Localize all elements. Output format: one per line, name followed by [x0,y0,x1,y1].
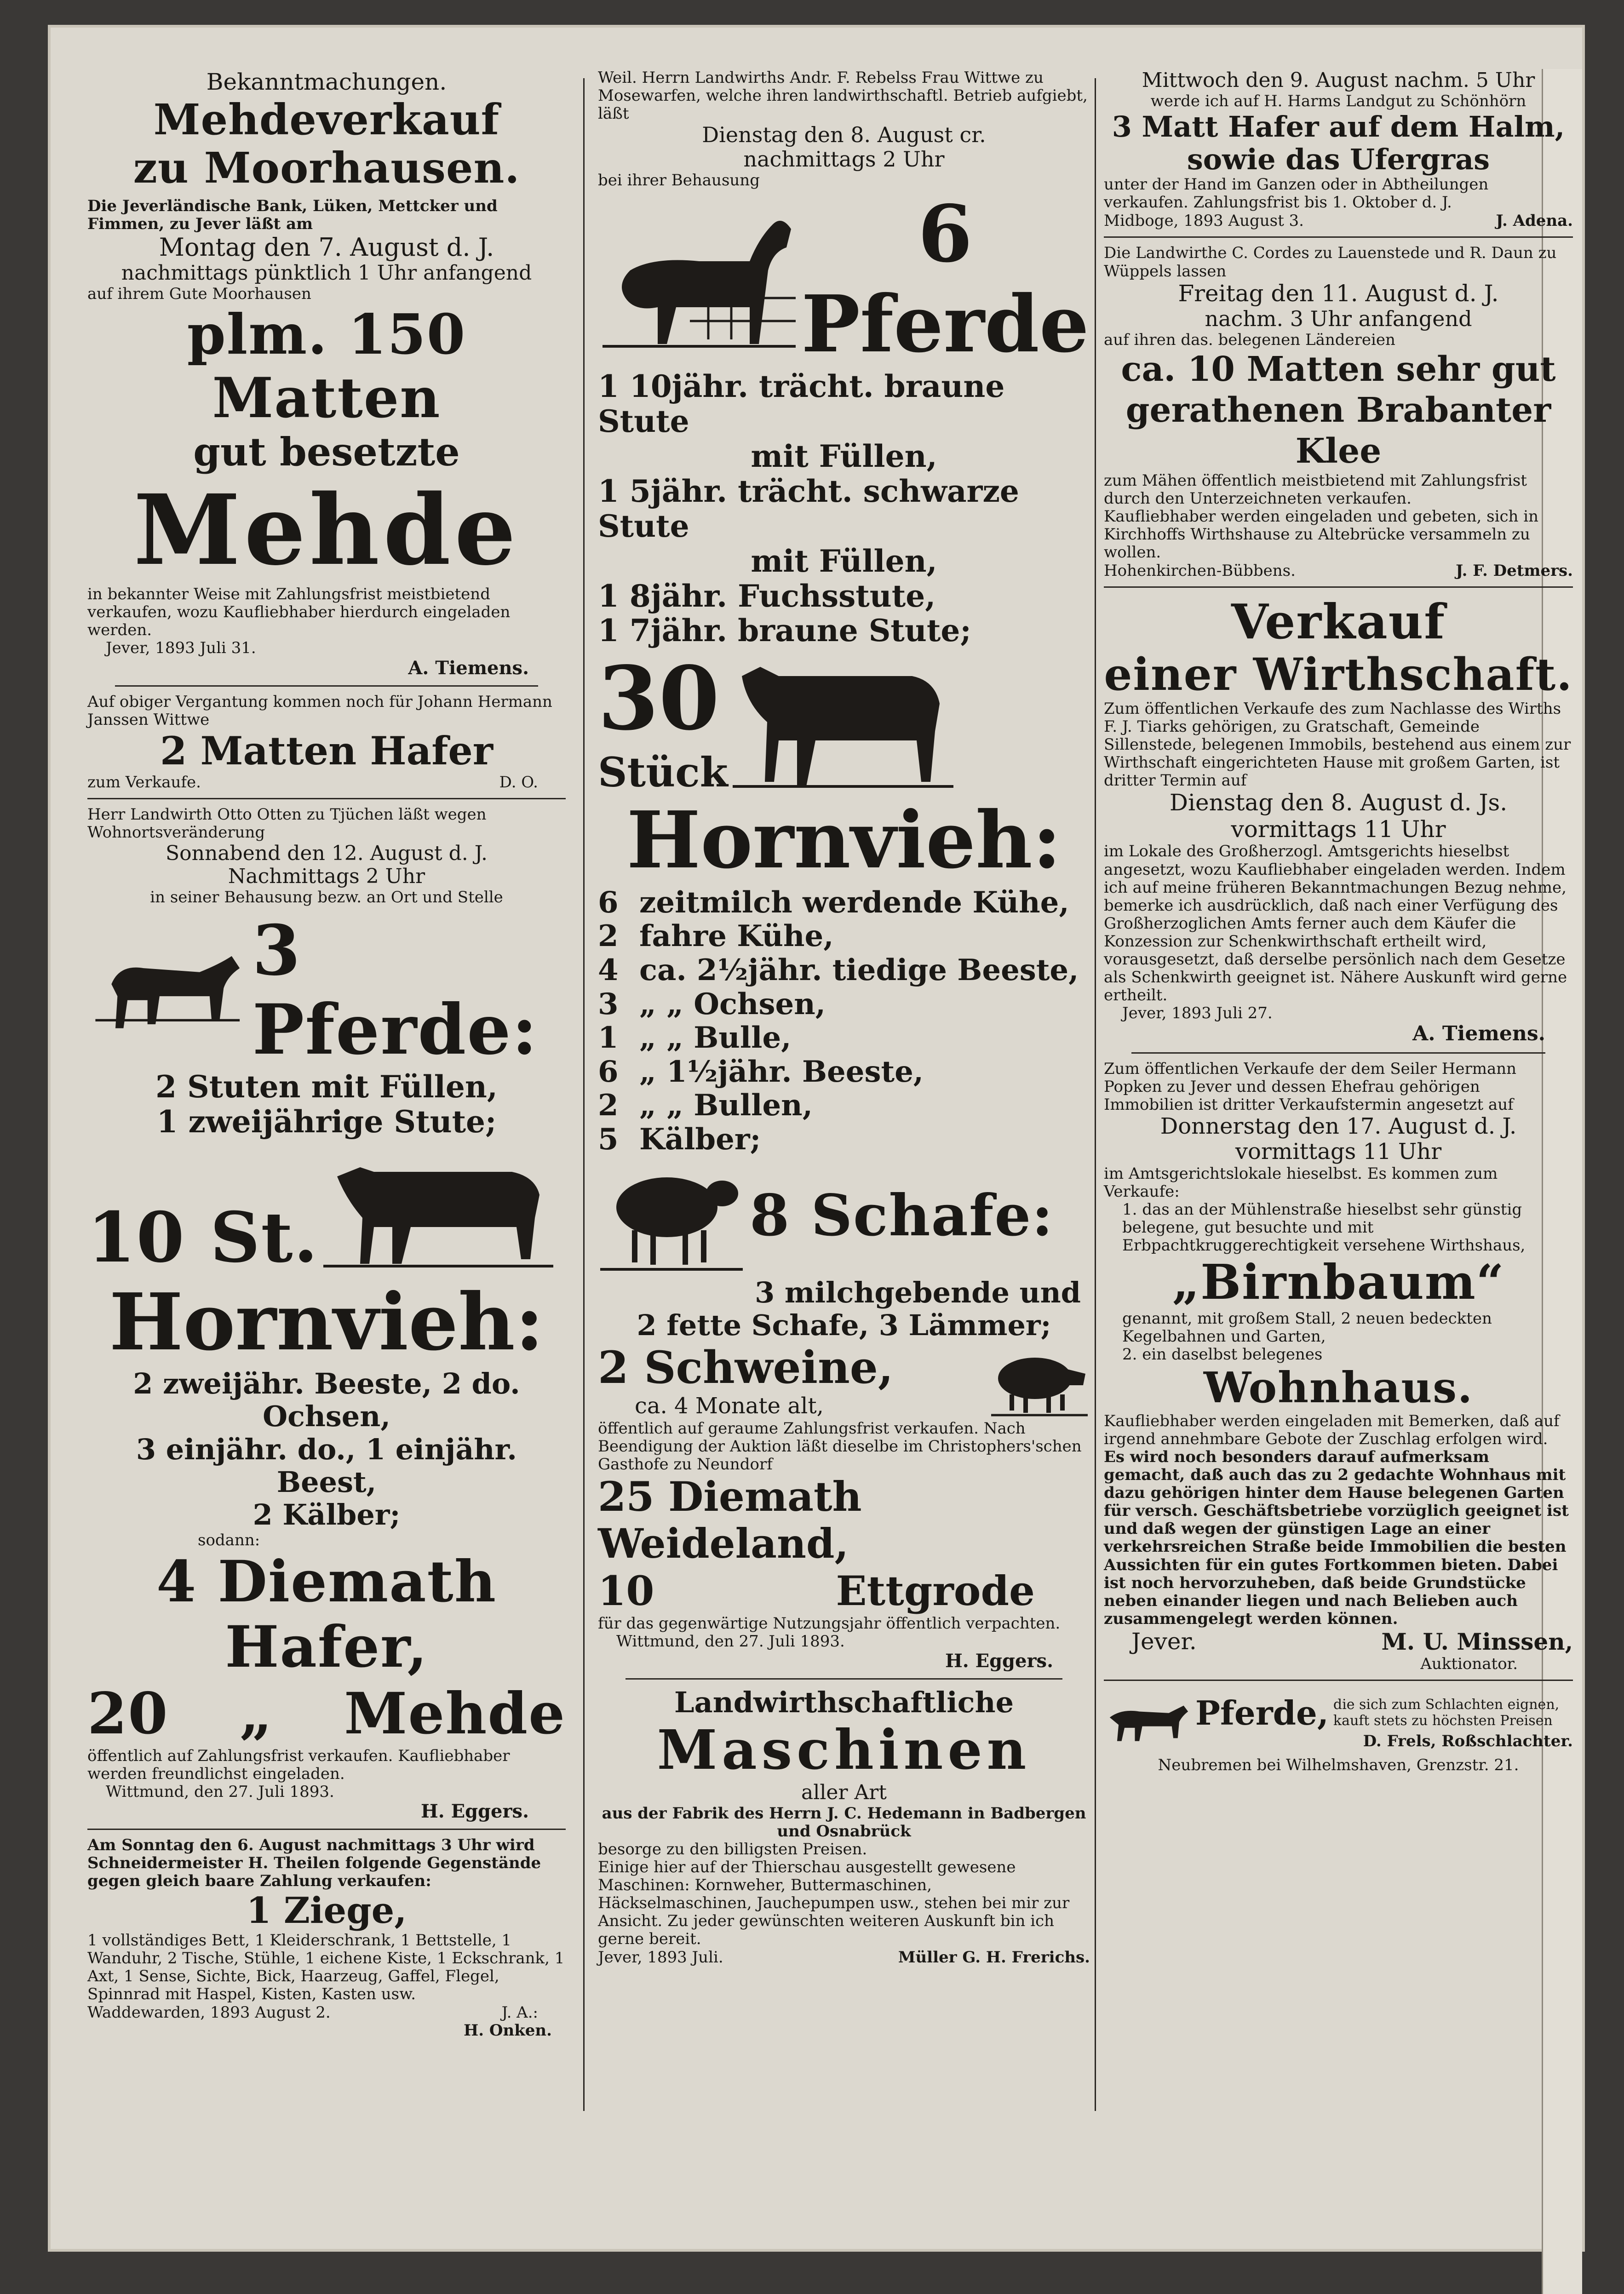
ditto-mark: „ [239,1680,273,1747]
horse-2a: 1 5jähr. trächt. schwarze Stute [598,473,1019,544]
adena-item-2: sowie das Ufergras [1187,142,1490,176]
list-item: 1 „ „ Bulle, [598,1021,792,1055]
pigs-block [598,1342,1090,1420]
stueck: Stück [598,748,728,796]
frels-address: Neubremen bei Wilhelmshaven, Grenzstr. 21. [1158,1756,1519,1774]
theilen-ia: J. A.: [501,2003,538,2022]
list-item: 4 ca. 2½jähr. tiedige Beeste, [598,952,1079,987]
column-rule-2 [1095,78,1096,2111]
horse-1b: mit Füllen, [751,438,937,474]
column-2 [598,69,1090,1967]
popken-dateline: Jever. [1131,1628,1197,1655]
addendum-sale: zum Verkaufe. [87,773,201,792]
goods-list: 1 vollständiges Bett, 1 Kleiderschrank, 1 Bettstelle, 1 Wanduhr, 2 Tische, Stühle, 1 eichene Kiste, 1 Eckschrank, 1 Axt, 1 Sense, Sichte, Bick, Haarzeug, Gaffel, Flegel, Spinnrad mit Haspel, Kisten, Kasten usw. [87,1931,565,2004]
otten-time: Nachmittags 2 Uhr [228,865,425,889]
oats-headline: 4 Diemath Hafer, [156,1548,497,1681]
cow-woodcut-icon [728,648,958,796]
otten-place: in seiner Behausung bezw. an Ort und Stelle [150,888,503,906]
horse-line-1: 2 Stuten mit Füllen, [155,1068,498,1105]
section-header: Bekanntmachungen. [206,69,447,95]
pig-woodcut-icon [989,1342,1090,1420]
rebels-time: nachmittags 2 Uhr [743,147,945,172]
ad-title-2: zu Moorhausen. [133,143,520,193]
addendum-sign: D. O. [499,773,538,792]
birnbaum-desc: genannt, mit großem Stall, 2 neuen bedeckten Kegelbahnen und Garten, [1122,1309,1492,1346]
otten-terms: öffentlich auf Zahlungsfrist verkaufen. Kaufliebhaber werden freundlichst eingeladen. [87,1746,510,1783]
machines-prices: besorge zu den billigsten Preisen. [598,1840,867,1858]
grass-row [598,1567,1090,1615]
cordes-dateline: Hohenkirchen-Bübbens. [1104,562,1296,580]
pigs-heading [598,1342,893,1419]
thirty-block [598,648,1090,796]
cordes-date: Freitag den 11. August d. J. [1178,280,1499,307]
rebels-dateline: Wittmund, den 27. Juli 1893. [616,1632,845,1651]
rebels-signature: H. Eggers. [945,1650,1053,1672]
frels-heading-row [1195,1693,1573,1732]
goat-headline: 1 Ziege, [246,1890,407,1932]
popken-date: Donnerstag den 17. August d. J. [1160,1113,1517,1140]
wirthschaft-title-1: Verkauf [1231,593,1446,650]
sheep-headline: 8 Schafe: [750,1182,1054,1250]
birnbaum-headline: „Birnbaum“ [1172,1254,1505,1311]
popken-bids: Kaufliebhaber werden eingeladen mit Bemerken, daß auf irgend annehmbare Gebote der Zuschlag erfolgen wird. [1104,1411,1560,1448]
sale-time: nachmittags pünktlich 1 Uhr anfangend [121,261,532,285]
sheep-block [598,1157,1090,1276]
horses-headline: Pferde [801,278,1089,370]
pigs-headline: 2 Schweine, [598,1342,894,1394]
machines-title-3: aller Art [801,1780,887,1804]
cordes-terms: zum Mähen öffentlich meistbietend mit Zahlungsfrist durch den Unterzeichneten verkaufen. [1104,471,1527,508]
cow-woodcut-icon [319,1140,558,1278]
frels-desc: die sich zum Schlachten eignen, kauft stets zu höchsten Preisen [1333,1697,1560,1729]
terms: in bekannter Weise mit Zahlungsfrist meistbietend verkaufen, wozu Kaufliebhaber hierdurch eingeladen werden. [87,585,511,640]
popken-intro: Zum öffentlichen Verkaufe der dem Seiler Hermann Popken zu Jever und dessen Ehefrau gehörigen Immobilien ist dritter Verkaufstermin angesetzt auf [1104,1059,1517,1114]
cattle-headline: Hornvieh: [626,794,1062,887]
cattle-line-2: 3 einjähr. do., 1 einjähr. Beest, [136,1432,517,1499]
dateline: Jever, 1893 Juli 31. [106,639,256,658]
list-item: 6 zeitmilch werdende Kühe, [598,885,1069,920]
list-item: 3 „ „ Ochsen, [598,986,826,1021]
popken-footer [1104,1628,1573,1655]
divider [1131,1052,1545,1054]
divider [87,798,566,799]
rebels-date: Dienstag den 8. August cr. [702,122,986,148]
lease-terms: für das gegenwärtige Nutzungsjahr öffentlich verpachten. [598,1614,1061,1633]
theilen-signature: H. Onken. [464,2021,552,2040]
quality: gut besetzte [193,429,460,475]
mehde-headline: Mehde [344,1680,566,1747]
otten-signature: H. Eggers. [420,1801,529,1823]
machines-desc: Einige hier auf der Thierschau ausgestellt gewesene Maschinen: Kornweher, Buttermaschinen, Häckselmaschinen, Jauchepumpen usw., stehen bei mir zur Ansicht. Zu jeder gewünschten weiteren Auskunft bin ich gerne bereit. [598,1858,1070,1949]
cordes-time: nachm. 3 Uhr anfangend [1205,306,1472,332]
mehde-qty: 20 [87,1680,169,1747]
six-horses-heading [800,189,1090,369]
adena-date: Mittwoch den 9. August nachm. 5 Uhr [1142,69,1535,92]
addendum-footer [87,773,566,791]
sheep-woodcut-icon [598,1157,745,1276]
cattle-qty: 10 St. [87,1197,319,1279]
divider [1104,236,1573,238]
horse-2b: mit Füllen, [751,543,937,579]
adena-item-1: 3 Matt Hafer auf dem Halm, [1112,109,1565,143]
list-item: 2 „ „ Bullen, [598,1088,813,1123]
wirthschaft-time: vormittags 11 Uhr [1231,815,1446,843]
cordes-invite: Kaufliebhaber werden eingeladen und gebeten, sich in Kirchhoffs Wirthshause zu Altebrücke versammeln zu wollen. [1104,507,1538,562]
adena-signature: J. Adena. [1496,212,1573,230]
otten-date: Sonnabend den 12. August d. J. [166,841,488,865]
ad-intro: Die Jeverländische Bank, Lüken, Mettcker und Fimmen, zu Jever läßt am [87,197,498,234]
cordes-item: ca. 10 Matten sehr gut gerathenen Brabanter Klee [1121,350,1556,471]
sheep-line-2: 2 fette Schafe, 3 Lämmer; [637,1308,1051,1342]
six-horses-block [598,189,1090,369]
addendum-intro: Auf obiger Vergantung kommen noch für Johann Hermann Janssen Wittwe [87,692,552,729]
wirthschaft-date: Dienstag den 8. August d. Js. [1169,789,1508,816]
popken-notice: Es wird noch besonders darauf aufmerksam gemacht, daß auch das zu 2 gedachte Wohnhaus mit dazu gehörigen hinter dem Hause belegenen Garten für versch. Geschäftsbetriebe vorzüglich geeignet ist und daß wegen der günstigen Lage an einer verkehrsreichen Straße beide Immobilien die besten Aussichten für ein gutes Fortkommen bieten. Dabei ist noch hervorzuheben, daß beide Grundstücke neben einander liegen und nach Belieben auch zusammengelegt werden können. [1104,1447,1569,1628]
cattle-line-1: 2 zweijähr. Beeste, 2 do. Ochsen, [133,1367,520,1434]
thirty: 30 [598,647,720,750]
wohnhaus-headline: Wohnhaus. [1203,1362,1474,1412]
machines-signature: Müller G. H. Frerichs. [898,1948,1090,1967]
mehde-row [87,1680,566,1747]
signature: A. Tiemens. [408,657,529,679]
rebels-terms: öffentlich auf geraume Zahlungsfrist verkaufen. Nach Beendigung der Auktion läßt dieselbe im Christophers'schen Gasthofe zu Neundorf [598,1419,1082,1474]
wirthschaft-signature: A. Tiemens. [1412,1022,1545,1046]
addendum-item: 2 Matten Hafer [160,728,494,774]
adena-dateline: Midboge, 1893 August 3. [1104,212,1304,230]
cordes-intro: Die Landwirthe C. Cordes zu Lauenstede und R. Daun zu Wüppels lassen [1104,244,1557,281]
machines-title-2: Maschinen [657,1718,1031,1782]
wirthschaft-dateline: Jever, 1893 Juli 27. [1122,1004,1273,1023]
sale-date: Montag den 7. August d. J. [159,233,494,262]
frels-headline: Pferde, [1195,1693,1329,1732]
column-3 [1104,69,1573,1774]
popken-item-2: 2. ein daselbst belegenes [1122,1345,1323,1364]
cordes-place: auf ihren das. belegenen Ländereien [1104,331,1395,350]
rebels-intro: Weil. Herrn Landwirths Andr. F. Rebelss Frau Wittwe zu Mosewarfen, welche ihren landwirthschaftl. Betrieb aufgiebt, läßt [598,69,1088,123]
horses-block [87,911,566,1070]
wirthschaft-intro: Zum öffentlichen Verkaufe des zum Nachlasse des Wirths F. J. Tiarks gehörigen, zu Gratschaft, Gemeinde Sillenstede, belegenen Immobils, bestehend aus einem zur Wirthschaft eingerichteten Hause mit großem Garten, ist dritter Termin auf [1104,699,1571,790]
divider [1104,586,1573,588]
popken-time: vormittags 11 Uhr [1235,1139,1442,1165]
adena-place: werde ich auf H. Harms Landgut zu Schönhörn [1150,92,1526,110]
horses-headline: 3 Pferde: [252,910,539,1071]
machines-title-1: Landwirthschaftliche [674,1685,1014,1719]
cattle-block [87,1140,566,1278]
frels-block [1104,1687,1573,1756]
adena-footer [1104,212,1573,230]
six: 6 [918,188,973,281]
rebels-place: bei ihrer Behausung [598,171,760,190]
sheep-line-1: 3 milchgebende und [755,1275,1081,1309]
horse-woodcut-icon [1104,1687,1193,1756]
wirthschaft-title-2: einer Wirthschaft. [1104,648,1573,700]
quantity: plm. 150 Matten [187,302,466,431]
horse-4: 1 7jähr. braune Stute; [598,613,971,649]
cattle-line-3: 2 Kälber; [252,1498,401,1532]
machines-footer [598,1948,1090,1967]
cattle-headline: Hornvieh: [109,1276,544,1368]
item-headline: Mehde [133,473,520,587]
pigs-age: ca. 4 Monate alt, [635,1393,824,1419]
column-rule-1 [583,78,585,2111]
auctioneer-title: Auktionator. [1420,1654,1518,1673]
wirthschaft-body: im Lokale des Großherzogl. Amtsgerichts hieselbst angesetzt, wozu Kaufliebhaber eingeladen werden. Indem ich auf meine früheren Bekanntmachungen Bezug nehme, bemerke ich ausdrücklich, daß nach einer Verfügung des Großherzoglichen Amts ferner auch dem Käufer die Konzession zur Schenkwirthschaft ertheilt wird, vorausgesetzt, daß derselbe persönlich nach dem Gesetze als Schenkwirth geeignet ist. Nähere Auskunft wird gerne ertheilt. [1104,842,1567,1005]
list-item: 2 fahre Kühe, [598,919,834,954]
frels-signature: D. Frels, Roßschlachter. [1363,1732,1573,1750]
otten-dateline: Wittmund, den 27. Juli 1893. [106,1783,334,1801]
column-1 [87,69,566,2040]
popken-place: im Amtsgerichtslokale hieselbst. Es kommen zum Verkaufe: [1104,1164,1498,1201]
otten-intro: Herr Landwirth Otto Otten zu Tjüchen läßt wegen Wohnortsveränderung [87,805,487,842]
theilen-intro: Am Sonntag den 6. August nachmittags 3 Uhr wird Schneidermeister H. Theilen folgende Gegenstände gegen gleich baare Zahlung verkaufen: [87,1836,541,1891]
machines-maker: aus der Fabrik des Herrn J. C. Hedemann in Badbergen und Osnabrück [602,1804,1086,1841]
horse-3: 1 8jähr. Fuchsstute, [598,578,936,614]
sale-place: auf ihrem Gute Moorhausen [87,284,311,303]
thirty-heading [598,648,728,796]
list-item: 5 Kälber; [598,1122,761,1157]
grass-qty: 10 [598,1566,654,1615]
theilen-footer [87,2003,566,2022]
divider [87,1829,566,1830]
cordes-footer [1104,562,1573,580]
list-item: 6 „ 1½jähr. Beeste, [598,1054,924,1089]
horse-woodcut-icon [87,933,248,1048]
grass-headline: Ettgrode [836,1566,1035,1615]
divider [115,685,538,687]
horse-woodcut-icon [598,206,800,353]
horse-line-2: 1 zweijährige Stute; [156,1103,497,1140]
frels-text [1195,1693,1573,1750]
cordes-signature: J. F. Detmers. [1456,562,1573,580]
sodann: sodann: [198,1531,260,1549]
pasture-headline: 25 Diemath Weideland, [598,1473,862,1567]
cattle-list [598,886,1090,1157]
popken-item-1: 1. das an der Mühlenstraße hieselbst sehr günstig belegene, gut besuchte und mit Erbpachtkruggerechtigkeit versehene Wirthshaus, [1122,1200,1526,1255]
theilen-dateline: Waddewarden, 1893 August 2. [87,2003,331,2022]
horse-1a: 1 10jähr. trächt. braune Stute [598,368,1005,440]
divider [1104,1680,1573,1681]
machines-dateline: Jever, 1893 Juli. [598,1948,723,1967]
ad-title: Mehdeverkauf [153,94,500,144]
popken-signature: M. U. Minssen, [1381,1628,1573,1655]
adena-terms: unter der Hand im Ganzen oder in Abtheilungen verkaufen. Zahlungsfrist bis 1. Oktober d. J. [1104,175,1489,212]
divider [625,1678,1062,1680]
